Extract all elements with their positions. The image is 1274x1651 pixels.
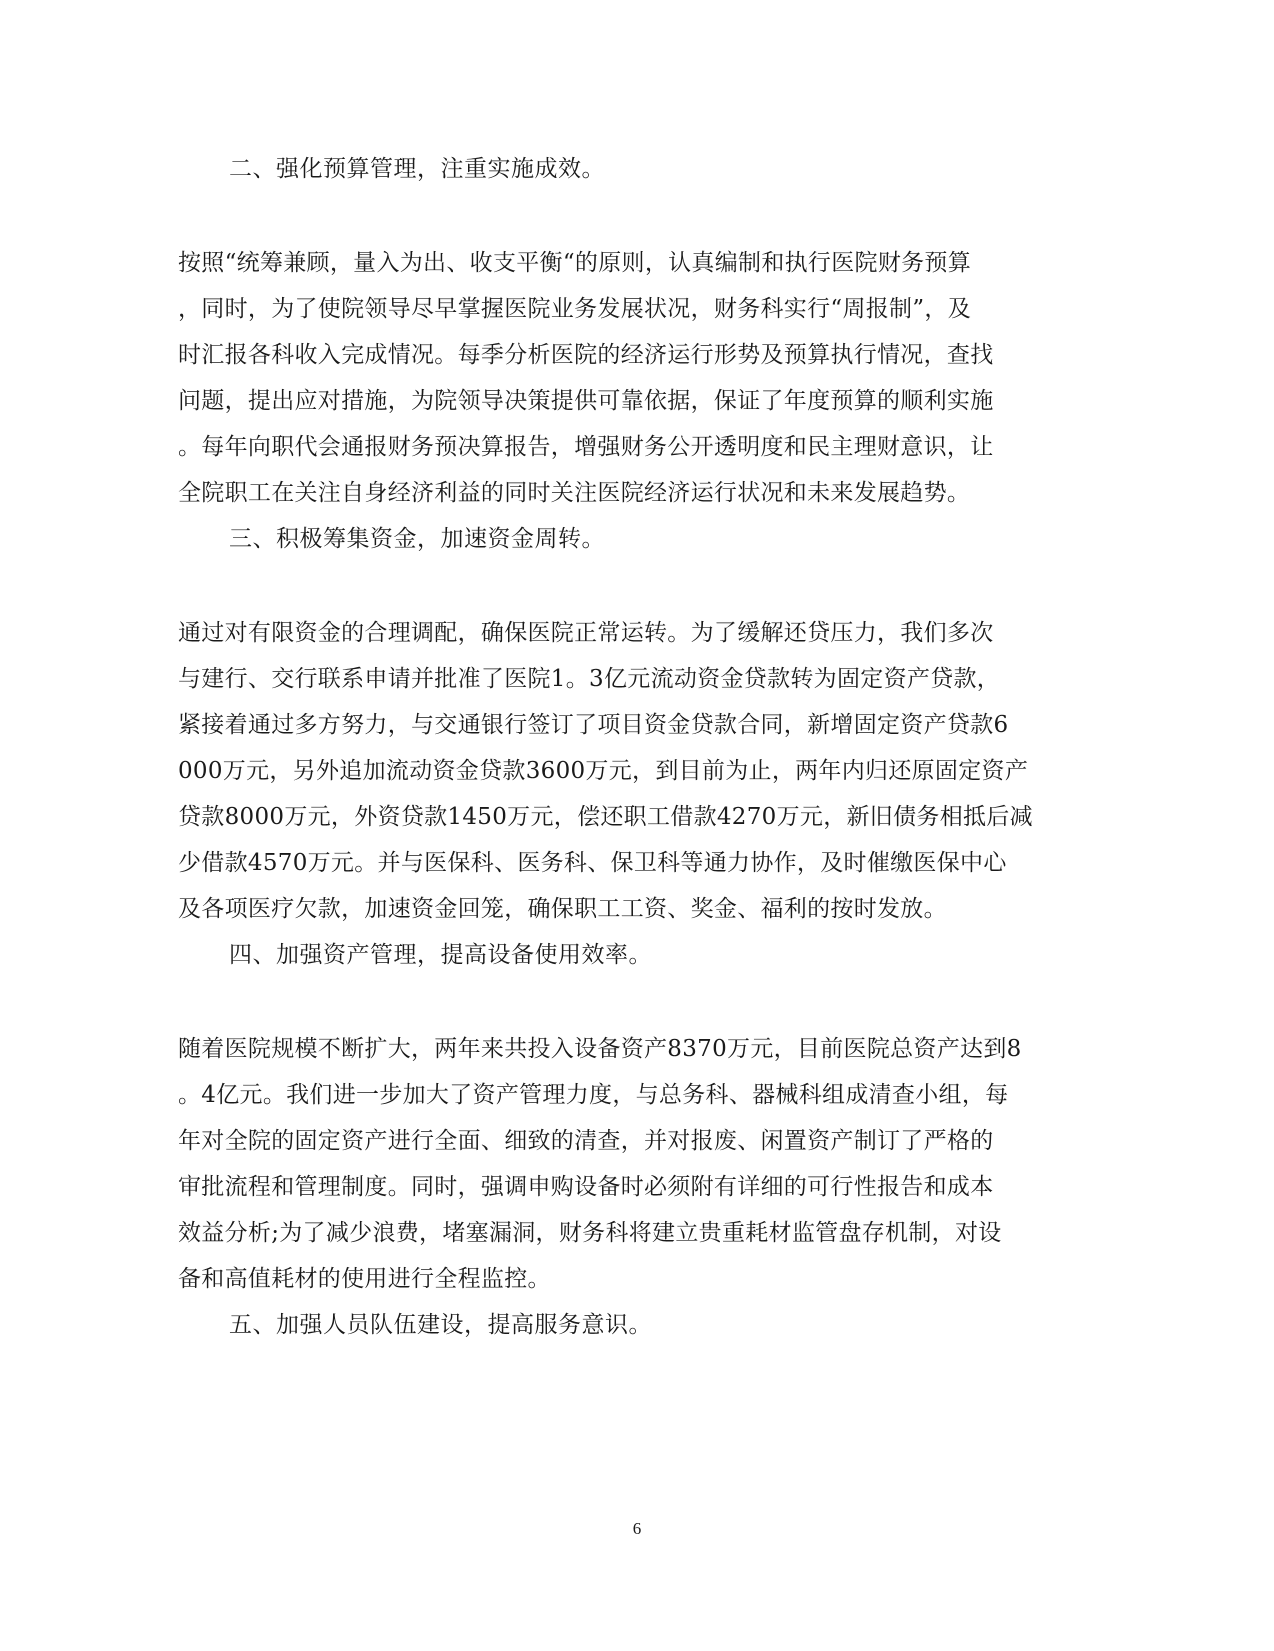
paragraph-line: 全院职工在关注自身经济利益的同时关注医院经济运行状况和未来发展趋势。 — [178, 480, 971, 506]
paragraph-line: 效益分析;为了减少浪费，堵塞漏洞，财务科将建立贵重耗材监管盘存机制，对设 — [178, 1220, 1002, 1246]
paragraph-line: 紧接着通过多方努力，与交通银行签订了项目资金贷款合同，新增固定资产贷款6 — [178, 712, 1009, 738]
paragraph-line: 时汇报各科收入完成情况。每季分析医院的经济运行形势及预算执行情况，查找 — [178, 342, 994, 368]
paragraph-line: 贷款8000万元，外资贷款1450万元，偿还职工借款4270万元，新旧债务相抵后减 — [178, 804, 1033, 830]
paragraph-line: 通过对有限资金的合理调配，确保医院正常运转。为了缓解还贷压力，我们多次 — [178, 620, 994, 646]
paragraph-line: ，同时，为了使院领导尽早掌握医院业务发展状况，财务科实行“周报制”，及 — [178, 296, 972, 322]
paragraph-line: 审批流程和管理制度。同时，强调申购设备时必须附有详细的可行性报告和成本 — [178, 1174, 994, 1200]
section-heading-5: 五、加强人员队伍建设，提高服务意识。 — [229, 1312, 652, 1338]
paragraph-line: 与建行、交行联系申请并批准了医院1。3亿元流动资金贷款转为固定资产贷款， — [178, 666, 1001, 692]
paragraph-line: 备和高值耗材的使用进行全程监控。 — [178, 1266, 551, 1292]
paragraph-line: 000万元，另外追加流动资金贷款3600万元，到目前为止，两年内归还原固定资产 — [178, 758, 1029, 784]
paragraph-line: 随着医院规模不断扩大，两年来共投入设备资产8370万元，目前医院总资产达到8 — [178, 1036, 1022, 1062]
section-heading-2: 二、强化预算管理，注重实施成效。 — [229, 156, 605, 182]
section-heading-4: 四、加强资产管理，提高设备使用效率。 — [229, 942, 652, 968]
page-number: 6 — [632, 1519, 642, 1538]
paragraph-line: 年对全院的固定资产进行全面、细致的清查，并对报废、闲置资产制订了严格的 — [178, 1128, 994, 1154]
paragraph-line: 。4亿元。我们进一步加大了资产管理力度，与总务科、器械科组成清查小组，每 — [178, 1082, 1009, 1108]
paragraph-line: 按照“统筹兼顾，量入为出、收支平衡“的原则，认真编制和执行医院财务预算 — [178, 250, 972, 276]
paragraph-line: 及各项医疗欠款，加速资金回笼，确保职工工资、奖金、福利的按时发放。 — [178, 896, 947, 922]
paragraph-line: 问题，提出应对措施，为院领导决策提供可靠依据，保证了年度预算的顺利实施 — [178, 388, 994, 414]
paragraph-line: 少借款4570万元。并与医保科、医务科、保卫科等通力协作，及时催缴医保中心 — [178, 850, 1007, 876]
paragraph-line: 。每年向职代会通报财务预决算报告，增强财务公开透明度和民主理财意识，让 — [178, 434, 994, 460]
section-heading-3: 三、积极筹集资金，加速资金周转。 — [229, 526, 605, 552]
